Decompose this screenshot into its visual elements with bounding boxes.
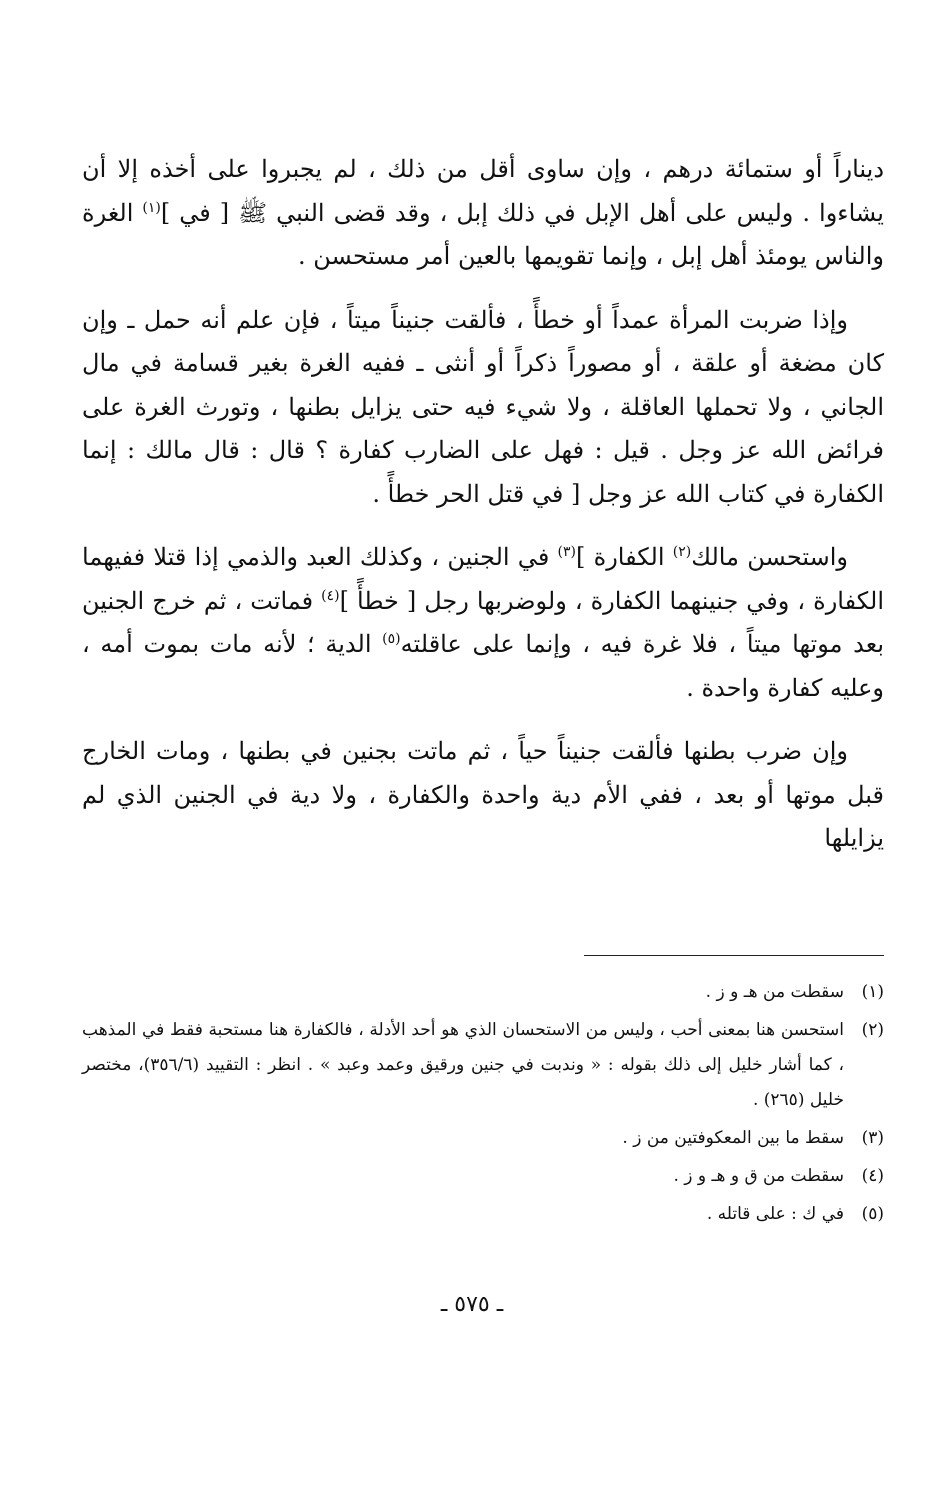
page-number: ـ ٥٧٥ ـ <box>440 1292 504 1317</box>
footnote-number: (١) <box>861 982 884 1002</box>
footnote-5 <box>82 1197 884 1232</box>
footnote-number: (٢) <box>861 1020 884 1040</box>
footnote-number: (٣) <box>861 1128 884 1148</box>
paragraph-1-end: الغرة والناس يومئذ أهل إبل ، وإنما تقويمها بالعين أمر مستحسن . <box>82 198 884 270</box>
footnote-ref-1[interactable]: (١) <box>142 199 161 216</box>
footnote-number: (٤) <box>861 1166 884 1186</box>
footnote-text: سقط ما بين المعكوفتين من ز . <box>622 1128 844 1148</box>
footnote-text: سقطت من هـ و ز . <box>705 982 844 1002</box>
paragraph-1 <box>82 148 884 279</box>
footnote-text: في ك : على قاتله . <box>706 1204 844 1224</box>
paragraph-3-part-a: واستحسن مالك <box>691 543 848 571</box>
footnotes <box>82 975 884 1235</box>
paragraph-4: وإن ضرب بطنها فألقت جنيناً حياً ، ثم ماتت بجنين في بطنها ، ومات الخارج قبل موتها أو بعد ، ففي الأم دية واحدة والكفارة ، ولا دية في الجنين الذي لم يزايلها <box>82 737 884 852</box>
footnote-number: (٥) <box>861 1204 884 1224</box>
footnote-1 <box>82 975 884 1010</box>
paragraph-3-part-e: الدية ؛ لأنه مات بموت أمه ، وعليه كفارة واحدة . <box>82 630 884 702</box>
footnote-ref-3[interactable]: (٣) <box>557 544 577 560</box>
paragraph-3-part-c: في الجنين ، وكذلك العبد والذمي إذا قتلا ففيهما الكفارة ، وفي جنينهما الكفارة ، ولوضربها رجل [ خطأً ] <box>82 543 884 615</box>
footnote-4 <box>82 1159 884 1194</box>
paragraph-2: وإذا ضربت المرأة عمداً أو خطأً ، فألقت جنيناً ميتاً ، فإن علم أنه حمل ـ وإن كان مضغة أو علقة ، أو مصوراً ذكراً أو أنثى ـ ففيه الغرة بغير قسامة في مال الجاني ، ولا تحملها العاقلة ، ولا شيء فيه حتى يزايل بطنها ، وتورث الغرة على فرائض الله عز وجل . قيل : فهل على الضارب كفارة ؟ قال : قال مالك : إنما الكفارة في كتاب الله عز وجل [ في قتل الحر خطأً . <box>82 305 884 508</box>
footnote-divider <box>584 955 884 956</box>
paragraph-3 <box>82 536 884 710</box>
footnote-ref-5[interactable]: (٥) <box>382 631 401 647</box>
footnote-2 <box>82 1013 884 1118</box>
paragraph-3-part-d: فماتت ، ثم خرج الجنين بعد موتها ميتاً ، فلا غرة فيه ، وإنما على عاقلته <box>82 586 884 658</box>
paragraph-1-text: ديناراً أو ستمائة درهم ، وإن ساوى أقل من ذلك ، لم يجبروا على أخذه إلا أن يشاءوا . وليس على أهل الإبل في ذلك إبل ، وقد قضى النبي ﷺ [ في ] <box>82 155 884 227</box>
footnote-ref-2[interactable]: (٢) <box>672 544 692 560</box>
footnote-text: استحسن هنا بمعنى أحب ، وليس من الاستحسان الذي هو أحد الأدلة ، فالكفارة هنا مستحبة فقط في المذهب ، كما أشار خليل إلى ذلك بقوله : « وندبت في جنين ورقيق وعمد وعبد » . انظر : التقييد (٣٥٦/٦)، مختصر خليل (٢٦٥) . <box>82 1020 844 1110</box>
footnote-ref-4[interactable]: (٤) <box>321 587 340 604</box>
main-text <box>82 148 884 881</box>
footnote-text: سقطت من ق و هـ و ز . <box>673 1166 844 1186</box>
footnote-3 <box>82 1121 884 1156</box>
paragraph-3-part-b: الكفارة ] <box>576 543 673 571</box>
